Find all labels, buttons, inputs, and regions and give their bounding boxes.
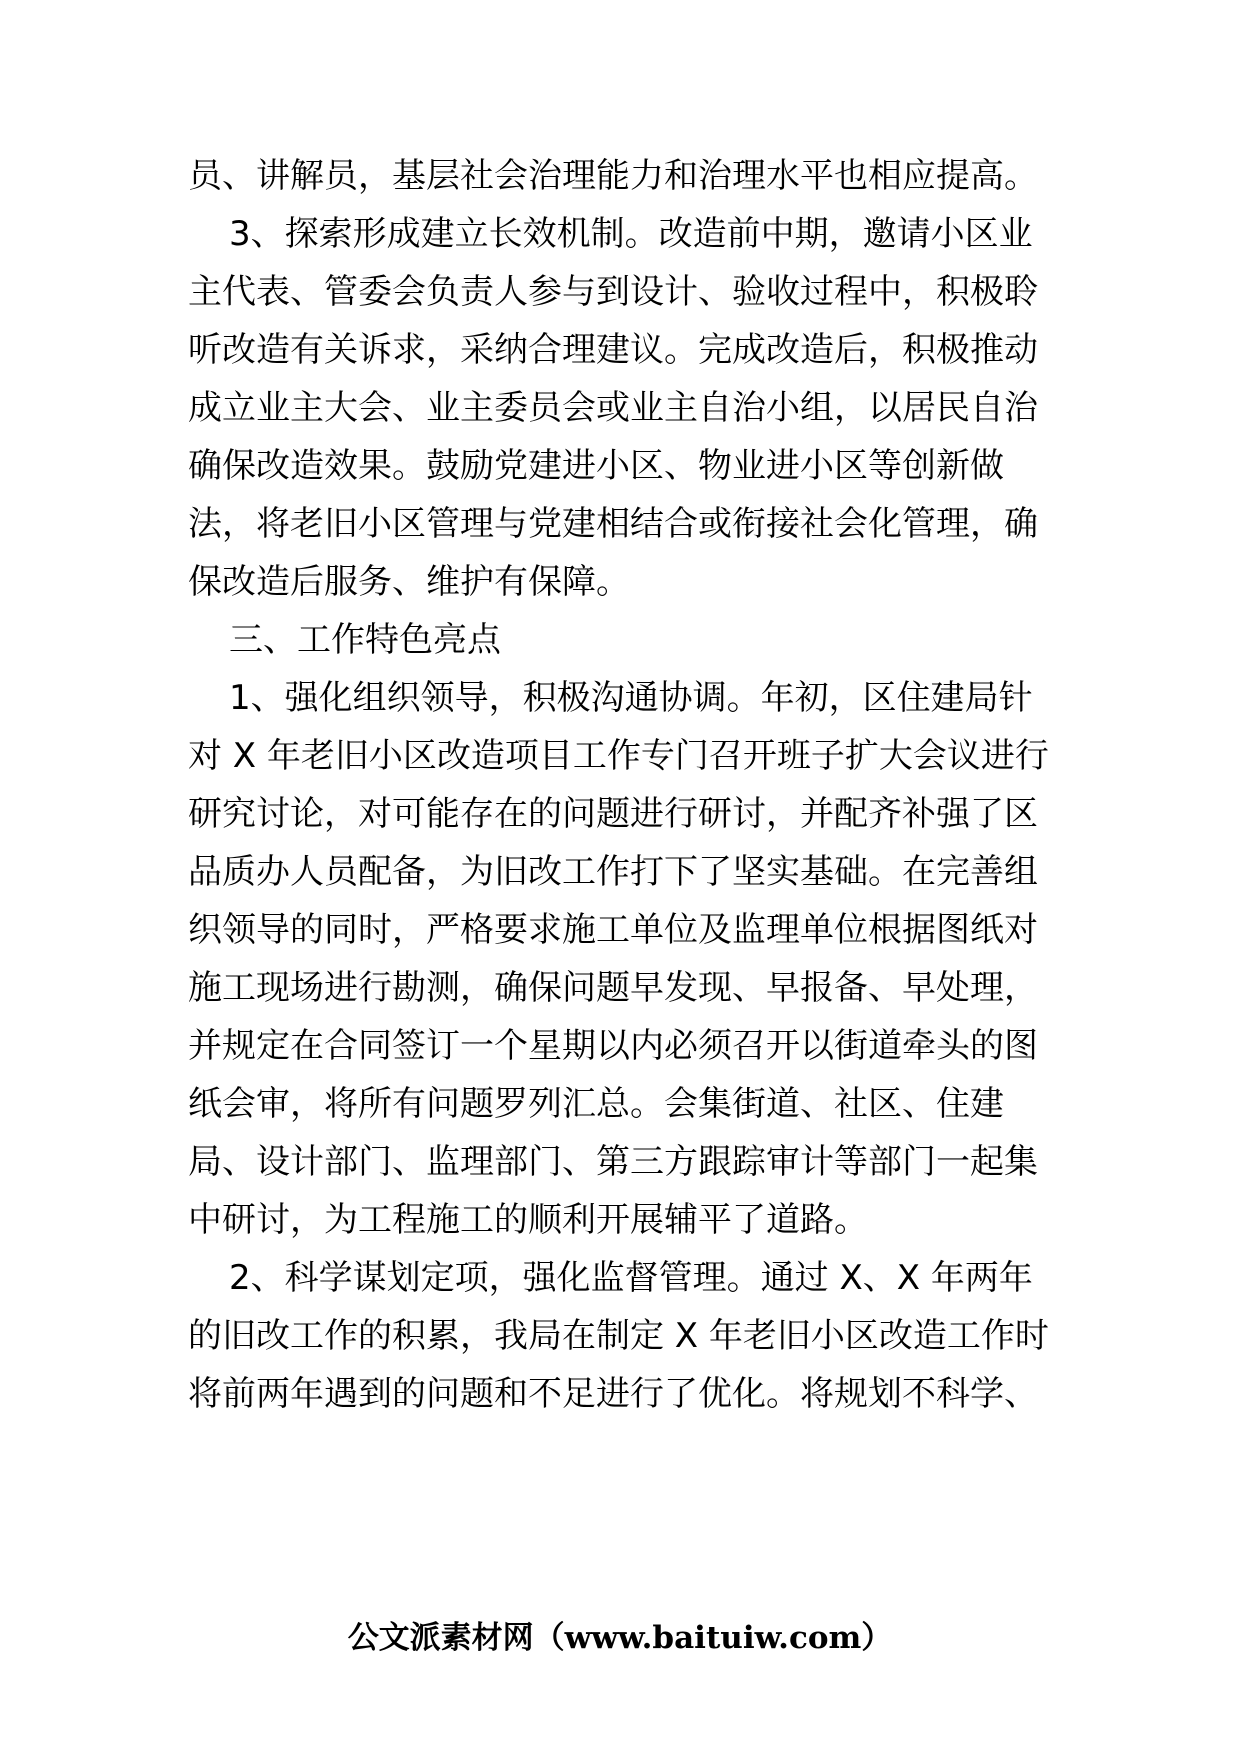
text-line: 并规定在合同签订一个星期以内必须召开以街道牵头的图: [188, 1026, 1038, 1066]
text-line: 确保改造效果。鼓励党建进小区、物业进小区等创新做: [188, 446, 1004, 486]
text-line: 法，将老旧小区管理与党建相结合或衔接社会化管理，确: [188, 504, 1038, 544]
text-line: 保改造后服务、维护有保障。: [188, 562, 630, 602]
text-line: 听改造有关诉求，采纳合理建议。完成改造后，积极推动: [188, 330, 1038, 370]
text-line: 员、讲解员，基层社会治理能力和治理水平也相应提高。: [188, 156, 1038, 196]
text-line: 研究讨论，对可能存在的问题进行研讨，并配齐补强了区: [188, 794, 1038, 834]
text-line: 施工现场进行勘测，确保问题早发现、早报备、早处理，: [188, 968, 1038, 1008]
section-heading: 三、工作特色亮点: [229, 620, 501, 660]
text-line: 成立业主大会、业主委员会或业主自治小组，以居民自治: [188, 388, 1038, 428]
text-line: 织领导的同时，严格要求施工单位及监理单位根据图纸对: [188, 910, 1038, 950]
text-line: 局、设计部门、监理部门、第三方跟踪审计等部门一起集: [188, 1142, 1038, 1182]
text-line: 对 X 年老旧小区改造项目工作专门召开班子扩大会议进行: [188, 736, 1049, 776]
text-line: 品质办人员配备，为旧改工作打下了坚实基础。在完善组: [188, 852, 1038, 892]
footer-watermark-text: 公文派素材网（www.baituiw.com）: [347, 1620, 893, 1656]
paragraph-start-line: 3、探索形成建立长效机制。改造前中期，邀请小区业: [229, 214, 1033, 254]
text-line: 纸会审，将所有问题罗列汇总。会集街道、社区、住建: [188, 1084, 1004, 1124]
paragraph-start-line: 1、强化组织领导，积极沟通协调。年初，区住建局针: [229, 678, 1033, 718]
paragraph-start-line: 2、科学谋划定项，强化监督管理。通过 X、X 年两年: [229, 1258, 1033, 1298]
text-line: 将前两年遇到的问题和不足进行了优化。将规划不科学、: [188, 1374, 1038, 1414]
text-line: 中研讨，为工程施工的顺利开展辅平了道路。: [188, 1200, 868, 1240]
text-line: 主代表、管委会负责人参与到设计、验收过程中，积极聆: [188, 272, 1038, 312]
text-line: 的旧改工作的积累，我局在制定 X 年老旧小区改造工作时: [188, 1316, 1049, 1356]
